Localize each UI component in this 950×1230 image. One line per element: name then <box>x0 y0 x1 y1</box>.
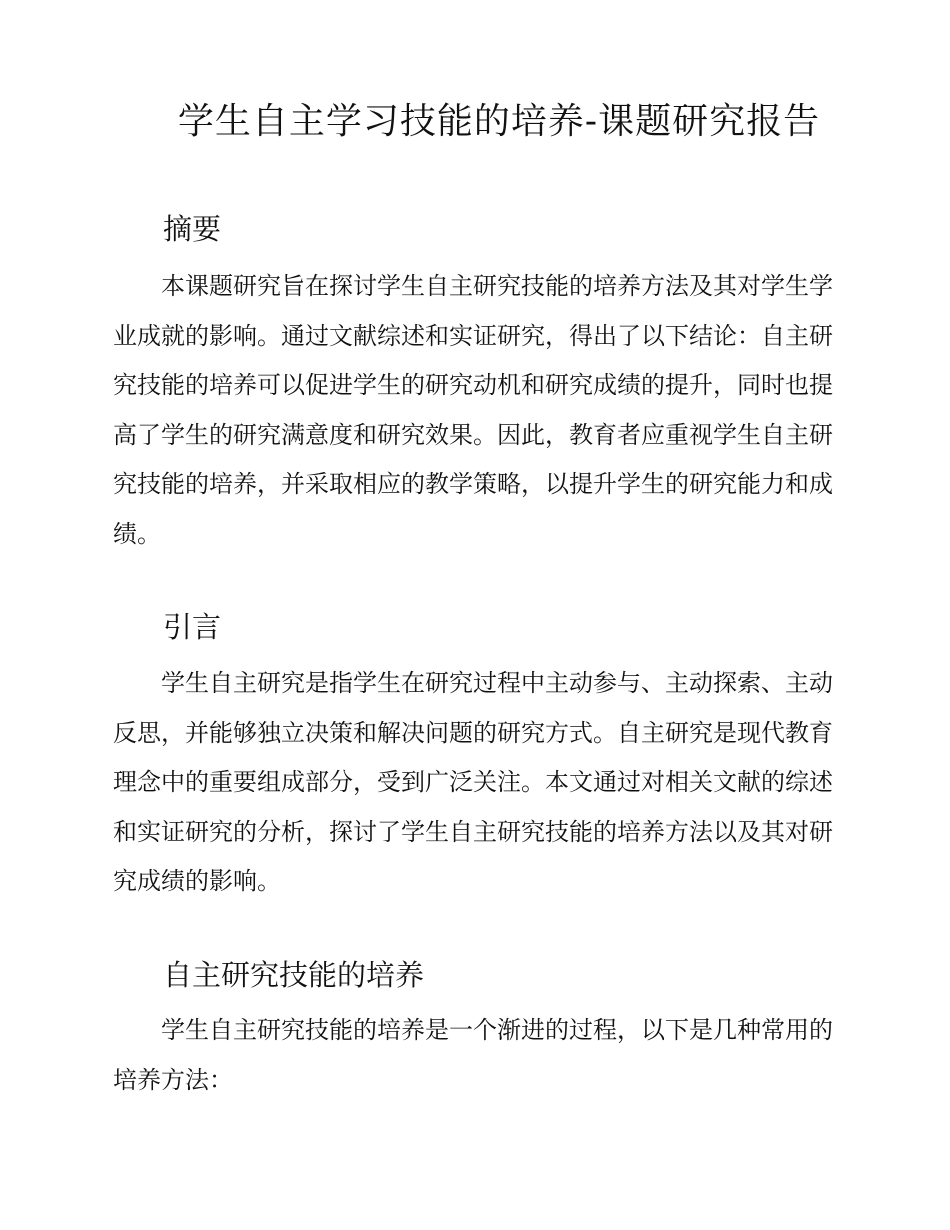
section-body-abstract: 本课题研究旨在探讨学生自主研究技能的培养方法及其对学生学业成就的影响。通过文献综述和实证研究，得出了以下结论：自主研究技能的培养可以促进学生的研究动机和研究成绩的提升，同时也提高了学生的研究满意度和研究效果。因此，教育者应重视学生自主研究技能的培养，并采取相应的教学策略，以提升学生的研究能力和成绩。 <box>113 272 833 548</box>
section-heading-abstract: 摘要 <box>163 212 222 246</box>
section-heading-skill-cultivation: 自主研究技能的培养 <box>163 958 425 992</box>
document-title: 学生自主学习技能的培养-课题研究报告 <box>177 101 821 142</box>
section-body-skill-cultivation: 学生自主研究技能的培养是一个渐进的过程，以下是几种常用的培养方法： <box>113 1016 833 1094</box>
section-body-introduction: 学生自主研究是指学生在研究过程中主动参与、主动探索、主动反思，并能够独立决策和解决问题的研究方式。自主研究是现代教育理念中的重要组成部分，受到广泛关注。本文通过对相关文献的综述和实证研究的分析，探讨了学生自主研究技能的培养方法以及其对研究成绩的影响。 <box>113 669 833 895</box>
section-heading-introduction: 引言 <box>163 610 222 644</box>
